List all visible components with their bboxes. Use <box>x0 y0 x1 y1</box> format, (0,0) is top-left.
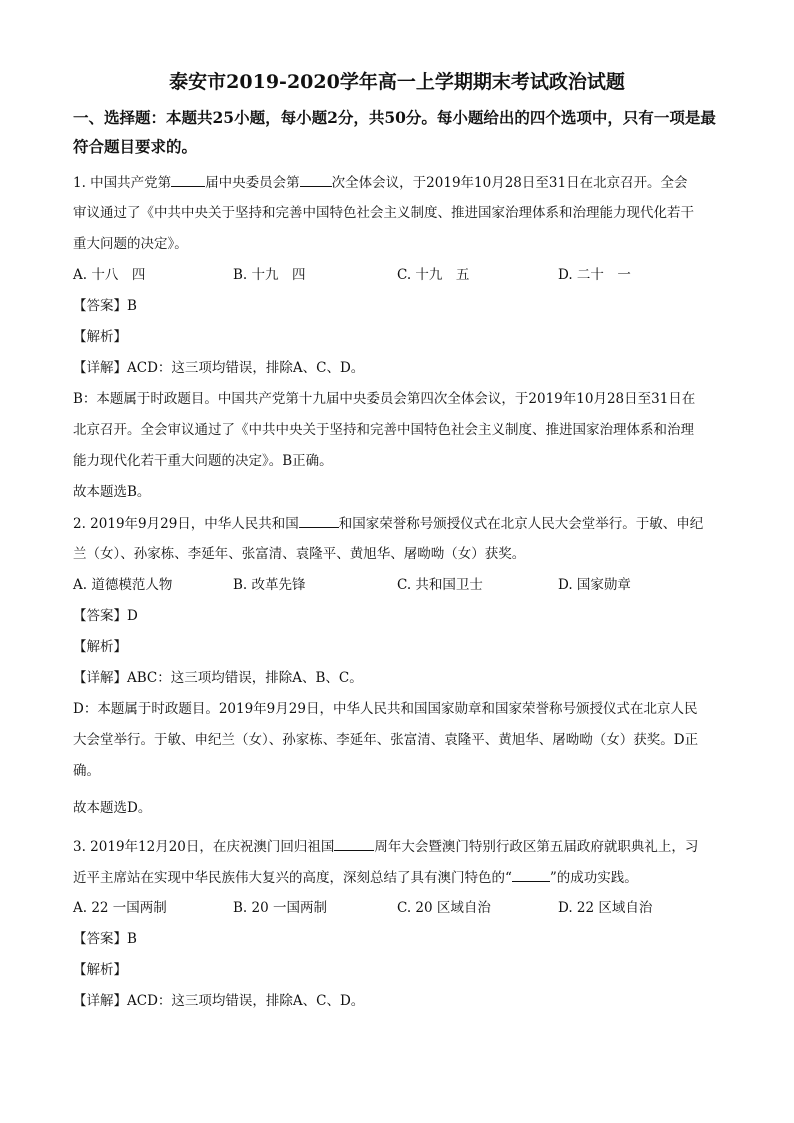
q2-detail-line3: 大会堂举行。于敏、申纪兰（女）、孙家栋、李延年、张富清、袁隆平、黄旭华、屠呦呦（女）获奖。D正 <box>73 732 699 748</box>
answer-blank <box>299 513 339 528</box>
q3-option-d: D. 22 区域自治 <box>558 900 653 916</box>
q2-detail-line2: D：本题属于时政题目。2019年9月29日，中华人民共和国国家勋章和国家荣誉称号颁授仪式在北京人民 <box>73 701 698 717</box>
q2-answer: 【答案】D <box>73 608 138 624</box>
q3-option-b: B. 20 一国两制 <box>233 900 327 916</box>
q1-answer: 【答案】B <box>73 298 137 314</box>
q3-text: 近平主席站在实现中华民族伟大复兴的高度，深刻总结了具有澳门特色的“ <box>73 870 512 886</box>
q2-stem-line1 <box>73 513 733 534</box>
q1-detail-line3: 北京召开。全会审议通过了《中共中央关于坚持和完善中国特色社会主义制度、推进国家治理体系和治理 <box>73 422 694 438</box>
q1-option-c: C. 十九 五 <box>397 267 470 283</box>
q1-detail-line2: B：本题属于时政题目。中国共产党第十九届中央委员会第四次全体会议，于2019年10月28日至31日在 <box>73 391 696 407</box>
q2-option-b: B. 改革先锋 <box>233 577 306 593</box>
q2-option-c: C. 共和国卫士 <box>397 577 483 593</box>
q2-stem-line2: 兰（女）、孙家栋、李延年、张富清、袁隆平、黄旭华、屠呦呦（女）获奖。 <box>73 546 526 562</box>
q1-option-d: D. 二十 一 <box>558 267 631 283</box>
section-heading: 一、选择题：本题共25小题，每小题2分，共50分。每小题给出的四个选项中，只有一项是最符合题目要求的。 <box>73 108 716 156</box>
q1-option-a: A. 十八 四 <box>73 267 146 283</box>
q3-analysis-label: 【解析】 <box>73 962 127 978</box>
answer-blank <box>171 172 205 187</box>
q3-text: 周年大会暨澳门特别行政区第五届政府就职典礼上，习 <box>374 839 699 855</box>
q1-stem-line1 <box>73 172 733 193</box>
q1-stem-line3: 重大问题的决定》。 <box>73 236 188 252</box>
q2-analysis-label: 【解析】 <box>73 639 127 655</box>
q1-stem-line2: 审议通过了《中共中央关于坚持和完善中国特色社会主义制度、推进国家治理体系和治理能力现代化若干 <box>73 205 694 221</box>
q1-detail-line4: 能力现代化若干重大问题的决定》。B正确。 <box>73 453 333 469</box>
q2-option-d: D. 国家勋章 <box>558 577 631 593</box>
q3-stem-line1 <box>73 836 733 857</box>
q3-text: ”的成功实践。 <box>549 870 638 886</box>
q2-text: 2. 2019年9月29日，中华人民共和国 <box>73 516 299 532</box>
q1-text: 次全体会议，于2019年10月28日至31日在北京召开。全会 <box>331 175 688 191</box>
answer-blank <box>512 867 550 882</box>
q2-conclusion: 故本题选D。 <box>73 800 152 816</box>
q3-answer: 【答案】B <box>73 931 137 947</box>
q1-option-b: B. 十九 四 <box>233 267 306 283</box>
q2-detail-line4: 确。 <box>73 763 100 779</box>
q2-option-a: A. 道德模范人物 <box>73 577 173 593</box>
q1-detail-line1: 【详解】ACD：这三项均错误，排除A、C、D。 <box>73 360 365 376</box>
q3-option-a: A. 22 一国两制 <box>73 900 167 916</box>
answer-blank <box>300 172 332 187</box>
q1-analysis-label: 【解析】 <box>73 329 127 345</box>
q3-stem-line2 <box>73 867 733 888</box>
q1-text: 1. 中国共产党第 <box>73 175 172 191</box>
q3-text: 3. 2019年12月20日，在庆祝澳门回归祖国 <box>73 839 335 855</box>
q1-conclusion: 故本题选B。 <box>73 484 151 500</box>
q2-detail-line1: 【详解】ABC：这三项均错误，排除A、B、C。 <box>73 670 363 686</box>
q2-text: 和国家荣誉称号颁授仪式在北京人民大会堂举行。于敏、申纪 <box>338 516 704 532</box>
q3-option-c: C. 20 区域自治 <box>397 900 491 916</box>
answer-blank <box>334 836 374 851</box>
page-title: 泰安市2019-2020学年高一上学期期末考试政治试题 <box>169 71 625 93</box>
q1-text: 届中央委员会第 <box>205 175 300 191</box>
q3-detail-line1: 【详解】ACD：这三项均错误，排除A、C、D。 <box>73 993 365 1009</box>
